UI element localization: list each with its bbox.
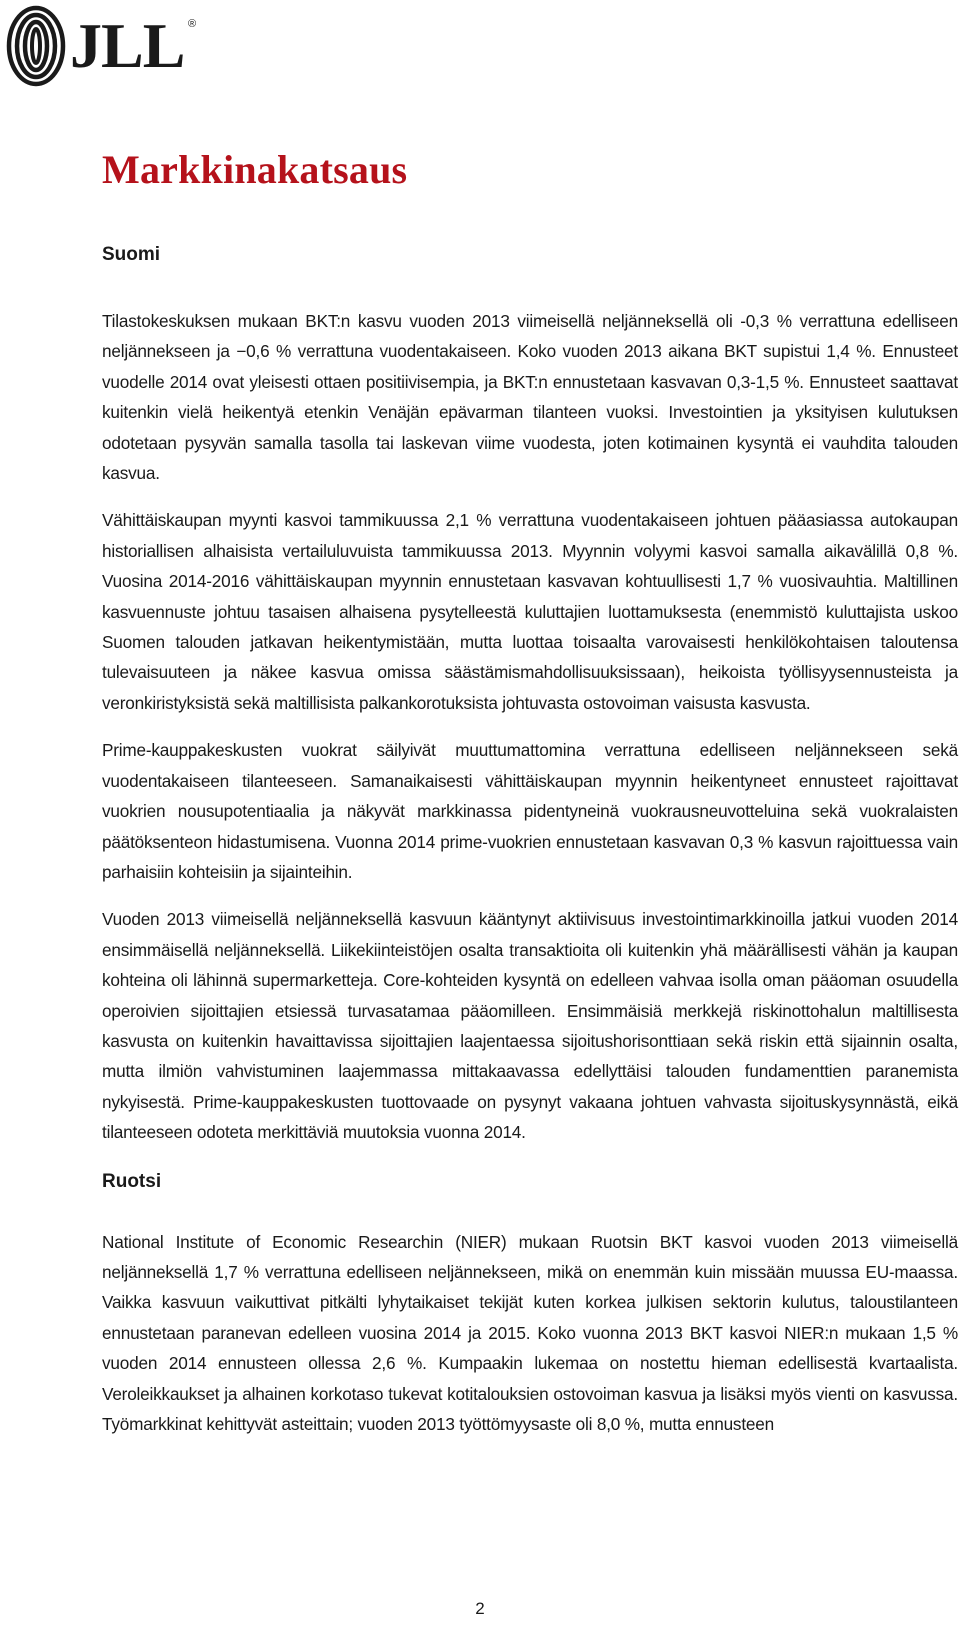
page-number: 2 [475,1599,485,1618]
paragraph: Vähittäiskaupan myynti kasvoi tammikuussa 2,1 % verrattuna vuodentakaiseen johtuen pääasiassa autokaupan historiallisen alhaisista vertailuluvuista tammikuussa 2013. Myynnin volyymi kasvoi samalla aikavälillä 0,8 %. Vuosina 2014-2016 vähittäiskaupan myynnin ennustetaan kasvavan kohtuullisesti 1,7 % vuosivauhtia. Maltillinen kasvuennuste johtuu tasaisen alhaisena pysytelleestä kuluttajien luottamuksesta (enemmistö kuluttajista uskoo Suomen talouden jatkavan heikentymistään, mutta luottaa toisaalta varovaisesti henkilökohtaisen taloutensa tulevaisuuteen ja näkee kasvua omissa säästämismahdollisuuksissaan), heikoista työllisyysennusteista ja veronkiristyksistä sekä maltillisista palkankorotuksista johtuvasta ostovoiman vaisusta kasvusta. [102,510,958,713]
jll-logo [6,4,206,88]
registered-mark: ® [188,18,197,30]
section-heading-suomi: Suomi [102,244,161,265]
paragraph: Tilastokeskuksen mukaan BKT:n kasvu vuoden 2013 viimeisellä neljänneksellä oli -0,3 % verrattuna edelliseen neljännekseen ja −0,6 % verrattuna vuodentakaiseen. Koko vuoden 2013 aikana BKT supistui 1,4 %. Ennusteet vuodelle 2014 ovat yleisesti ottaen positiivisempia, ja BKT:n ennustetaan kasvavan 0,3-1,5 %. Ennusteet saattavat kuitenkin vielä heikentyä etenkin Venäjän epävarman tilanteen vuoksi. Investointien ja yksityisen kulutuksen odotetaan pysyvän samalla tasolla tai laskevan viime vuodesta, joten kotimainen kysyntä ei vauhdita talouden kasvua. [102,311,958,484]
document-body [102,238,958,1456]
paragraph: Prime-kauppakeskusten vuokrat säilyivät muuttumattomina verrattuna edelliseen neljännekseen sekä vuodentakaiseen tilanteeseen. Samanaikaisesti vähittäiskaupan myynnin heikentyneet ennusteet rajoittavat vuokrien nousupotentiaalia ja näkyvät markkinassa pidentyneinä vuokrausneuvotteluina sekä vuokralaisten päätöksenteon hidastumisena. Vuonna 2014 prime-vuokrien ennustetaan kasvavan 0,3 % kasvun rajoittuessa vain parhaisiin kohteisiin ja sijainteihin. [102,740,958,882]
logo-wordmark: JLL [70,10,185,81]
section-heading-ruotsi: Ruotsi [102,1170,162,1192]
paragraph: Vuoden 2013 viimeisellä neljänneksellä kasvuun kääntynyt aktiivisuus investointimarkkinoilla jatkui vuoden 2014 ensimmäisellä neljänneksellä. Liikekiinteistöjen osalta transaktioita oli kuitenkin yhä määrällisesti vähän ja kaupan kohteina oli lähinnä supermarketteja. Core-kohteiden kysyntä on edelleen vahvaa isolla oman pääoman osuudella operoivien sijoittajien etsiessä turvasatamaa pääomilleen. Ensimmäisiä merkkejä riskinottohalun maltillisesta kasvusta on kuitenkin havaittavissa sijoittajien laajentaessa sijoitushorisonttiaan sekä riskin että sijainnin osalta, mutta ilmiön vahvistuminen laajemmassa mittakaavassa edellyttäisi talouden fundamenttien paranemista nykyisestä. Prime-kauppakeskusten tuottovaade on pysynyt vakaana johtuen vahvasta sijoituskysynnästä, eikä tilanteeseen odoteta merkittäviä muutoksia vuonna 2014. [102,909,958,1143]
page-title: Markkinakatsaus [102,147,408,192]
paragraph: National Institute of Economic Researchin (NIER) mukaan Ruotsin BKT kasvoi vuoden 2013 viimeisellä neljänneksellä 1,7 % verrattuna edelliseen neljännekseen, mikä on enemmän kuin missään muussa EU-maassa. Vaikka kasvuun vaikuttivat pitkälti lyhytaikaiset tekijät kuten korkea julkisen sektorin kulutus, taloustilanteen ennustetaan paranevan edelleen vuosina 2014 ja 2015. Koko vuonna 2013 BKT kasvoi NIER:n mukaan 1,5 % vuoden 2014 ennusteen ollessa 2,6 %. Kumpaakin lukemaa on nostettu hieman edellisestä kvartaalista. Veroleikkaukset ja alhainen korkotaso tukevat kotitalouksien ostovoiman kasvua ja lisäksi myös vienti on kasvussa. Työmarkkinat kehittyvät asteittain; vuoden 2013 työttömyysaste oli 8,0 %, mutta ennusteen [102,1231,958,1434]
